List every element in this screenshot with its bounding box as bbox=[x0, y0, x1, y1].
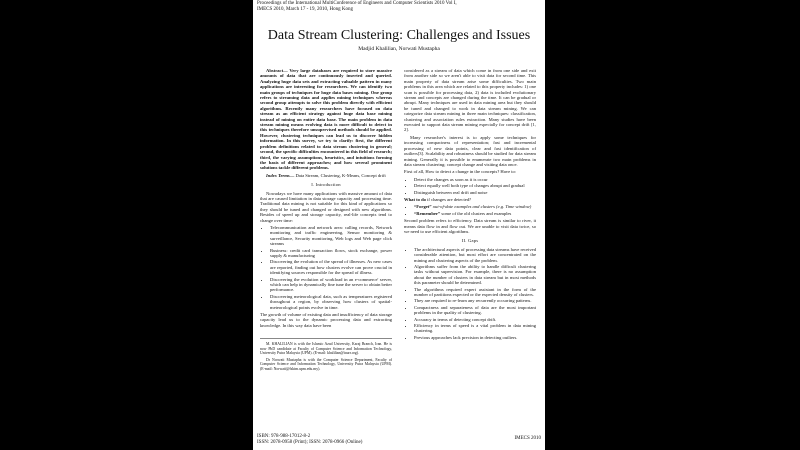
detect-bullet-list bbox=[404, 177, 536, 195]
issn-text: ISSN: 2078-0958 (Print); ISSN: 2078-0966 (Online) bbox=[257, 440, 363, 445]
list-item: • Algorithms suffer from the ability to handle difficult clustering tasks without supervision. For example, there is no assumption about the number of clusters in data stream but in most methods this parameter should be determined. bbox=[414, 264, 536, 286]
intro-paragraph-1: Nowadays we have many applications with massive amount of data that are caused limitation in data storage capacity and processing time. Traditional data mining is not suitable for this kind of applications so they should be tuned and changed or designed with new algorithms. Besides of speed up and storage capacity, real-life concepts tend to change over time: bbox=[260, 190, 392, 223]
left-column bbox=[260, 68, 392, 373]
action-bullet-list bbox=[404, 204, 536, 216]
list-item: • Business: credit card transaction flows, stock exchange, power supply & manufacturing bbox=[270, 248, 392, 259]
right-paragraph-3: Second problem refers to efficiency. Data stream is similar to river, it means data flow in and flow out. We are unable to visit data twice, so we need to use efficient algorithms. bbox=[404, 218, 536, 234]
how-question: First of all, How to detect a change in the concepts? Have to: bbox=[404, 169, 517, 175]
intro-paragraph-2: The growth of volume of existing data and insufficiency of data storage capacity lead us to the dynamic processing data and extracting knowledge. In this way data have been bbox=[260, 312, 392, 328]
what-to-do-text: if changes are detected? bbox=[425, 196, 472, 202]
list-item: • Discovering meteorological data, such as temperatures registered throughout a region, by observing how clusters of spatial-meteorological points evolve in time. bbox=[270, 294, 392, 310]
footnote-1: M. KHALILIAN is with the Islamic Azad University, Karaj Branch, Iran. He is now PhD candidate at Faculty of Computer Science and Information Technology, University Putra Malaysia (UPM). (E-mail: khalilian@iaurr.org). bbox=[260, 342, 392, 356]
right-column bbox=[404, 68, 536, 342]
paper-title: Data Stream Clustering: Challenges and Issues bbox=[267, 28, 531, 43]
list-item: • Efficiency in terms of speed is a vital problem in data mining clustering. bbox=[414, 323, 536, 334]
index-terms-label: Index Terms— bbox=[266, 172, 295, 178]
footnotes bbox=[260, 338, 392, 371]
what-to-do-label: What to do bbox=[404, 196, 426, 202]
list-item: • Accuracy in terms of detecting concept drift. bbox=[414, 317, 536, 322]
list-item: • The architectural aspects of processing data streams have received considerable attention, but most effort are concentrated on the mining and clustering aspects of the problem. bbox=[414, 247, 536, 263]
issn-footer bbox=[257, 434, 362, 446]
list-item: • Discovering the evolution of workload in an e-commerce' server, which can help in dynamically fine tune the server to obtain better performance. bbox=[270, 277, 392, 293]
list-item: • Compactness and separateness of data are the most important problems in the quality of clustering. bbox=[414, 305, 536, 316]
index-terms bbox=[266, 173, 392, 178]
list-item bbox=[414, 204, 536, 209]
right-paragraph-1: considered as a stream of data which come in from one side and exit from another side so we aren't able to visit data for second time. This main property of data stream arise some difficulties. Two main problems in this area which are related to this property includes: 1) one scan is possible for processing data, 2) data is included evolutionary stream and concepts are changed during the time. It can be gradual or abrupt. Many techniques are used in data mining area but they should be tuned and changed to work in data stream mining. We can categorize data stream mining in three main techniques: classification, clustering and association rules extraction. Many studies have been executed to support data stream mining especially for concept drift [1, 2]. bbox=[404, 68, 536, 133]
index-terms-text: Data Stream, Clustering, K-Means, Concept drift bbox=[295, 172, 386, 178]
paper-page bbox=[253, 0, 545, 450]
section-heading-gaps: II. Gaps bbox=[461, 238, 479, 244]
imecs-footer: IMECS 2010 bbox=[514, 436, 541, 441]
footnote-2: Dr Norwati Mustapha is with the Computer Science Department, Faculty of Computer Science and Information Technology, University Putra Malaysia (UPM). (E-mail: Norwati@fsktm.upm.edu.my). bbox=[260, 357, 392, 371]
list-item: • They are required to re-learn any recurrently occurring patterns. bbox=[414, 298, 536, 303]
list-item bbox=[414, 211, 536, 216]
remember-text: some of the old clusters and examples bbox=[440, 210, 512, 216]
list-item: • Telecommunication and network area: calling records, Network monitoring and traffic engineering, Sensor monitoring & surveillance, Security monitoring, Web logs and Web page click streams bbox=[270, 225, 392, 247]
right-paragraph-2: Many researcher's interest is to apply some techniques for increasing compactness of representation; fast and incremental processing of new data points, clear and fast identification of outliers[3]. Scalability and robustness should be studied for data stream mining. Generally it is possible to enumerate two main problems in data stream clustering; concept change and visiting data once. bbox=[404, 134, 536, 167]
list-item: • Previous approaches lack precision in detecting outliers. bbox=[414, 335, 536, 340]
proceedings-header bbox=[257, 1, 457, 13]
remember-label: “Remember” bbox=[414, 210, 441, 216]
list-item: • Detect the changes as soon as it is occur bbox=[414, 177, 536, 182]
intro-bullet-list bbox=[260, 225, 392, 310]
list-item: • Distinguish between real drift and noise bbox=[414, 190, 536, 195]
forget-text: out-of-date examples and clusters (e.g. Time window) bbox=[431, 204, 532, 210]
paper-authors: Madjid Khalilian, Norwati Mustapha bbox=[358, 46, 440, 52]
list-item: • The algorithms required expert assistant in the form of the number of partitions expected or the expected density of clusters. bbox=[414, 287, 536, 298]
proceedings-line-1: Proceedings of the International MultiConference of Engineers and Computer Scientists 2010 Vol I, bbox=[257, 1, 457, 6]
list-item: • Detect equally well both type of changes abrupt and gradual bbox=[414, 183, 536, 188]
what-to-do-line bbox=[404, 197, 536, 202]
gaps-bullet-list bbox=[404, 247, 536, 341]
list-item: • Discovering the evolution of the spread of illnesses. As new cases are reported, finding out how clusters evolve can prove crucial in identifying sources responsible for the spread of illness. bbox=[270, 259, 392, 275]
section-heading-introduction: I. Introduction bbox=[311, 182, 341, 188]
forget-label: “Forget” bbox=[414, 204, 432, 210]
isbn-text: ISBN: 978-988-17012-8-2 bbox=[257, 434, 311, 439]
abstract: Abstract— Very large databases are required to store massive amounts of data that are continuously inserted and queried. Analyzing huge data sets and extracting valuable pattern in many applications are interesting for researchers. We can identify two main groups of techniques for huge data bases mining. One group refers to streaming data and applies mining techniques whereas second group attempts to solve this problem directly with efficient algorithms. Recently many researchers have focused on data stream as an efficient strategy against huge data base mining instead of mining on entire data base. The main problem in data stream mining means evolving data is more difficult to detect in this techniques therefore unsupervised methods should be applied. However, clustering techniques can lead us to discover hidden information. In this survey, we try to clarify: first, the different problem definitions related to data stream clustering in general; second, the specific difficulties encountered in this field of research; third, the varying assumptions, heuristics, and intuitions forming the basis of different approaches; and how several prominent solutions tackle different problems. bbox=[260, 68, 392, 171]
proceedings-line-2: IMECS 2010, March 17 - 19, 2010, Hong Kong bbox=[257, 7, 353, 12]
